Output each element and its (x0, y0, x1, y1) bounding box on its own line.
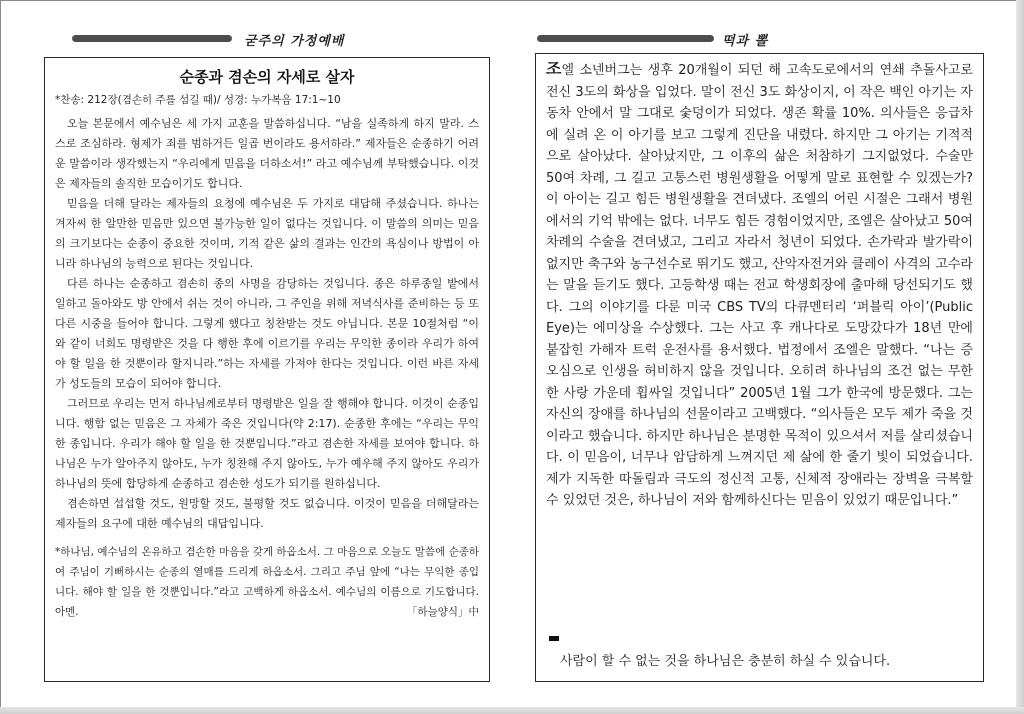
closing-dash (549, 636, 559, 641)
devotion-paragraph: 겸손하면 섭섭할 것도, 원망할 것도, 불평할 것도 없습니다. 이것이 믿음을 더해달라는 제자들의 요구에 대한 예수님의 대답입니다. (55, 497, 479, 530)
page-shadow-right (1016, 0, 1024, 714)
story-box (535, 53, 984, 682)
prayer-text: *하나님, 예수님의 온유하고 겸손한 마음을 갖게 하옵소서. 그 마음으로 오늘도 말씀에 순종하여 주님이 기뻐하시는 순종의 열매를 드리게 하옵소서. 그리고 주님 앞에 “나는 무익한 종입니다. 해야 할 일을 한 것뿐입니다.”라고 고백하게 하옵소서. 예수님의 이름으로 기도합니다. 아멘. (55, 546, 479, 618)
devotion-paragraph: 다른 하나는 순종하고 겸손히 종의 사명을 감당하는 것입니다. 종은 하루종일 밭에서 일하고 돌아와도 방 안에서 쉬는 것이 아니라, 그 주인을 위해 저녁식사를 준비하는 등 또 다른 시중을 들어야 합니다. 그렇게 했다고 칭찬받는 것도 아닙니다. 본문 10절처럼 “이와 같이 너희도 명령받은 것을 다 행한 후에 이르기를 우리는 무익한 종이라 우리가 하여야 할 일을 한 것뿐이라 할지니라.”하는 자세를 가져야 한다는 것입니다. 이런 바른 자세가 성도들의 모습이 되어야 합니다. (55, 277, 479, 390)
left-header-bar (72, 35, 232, 42)
devotion-paragraph: 믿음을 더해 달라는 제자들의 요청에 예수님은 두 가지로 대답해 주셨습니다. 하나는 겨자씨 한 알만한 믿음만 있으면 불가능한 일이 없다는 것입니다. 이 말씀의 의미는 믿음의 크기보다는 순종이 중요한 것이며, 기적 같은 삶의 결과는 인간의 욕심이나 방법이 아니라 하나님의 능력으로 된다는 것입니다. (55, 197, 479, 270)
right-header-bar (537, 35, 714, 42)
devotion-box (44, 57, 490, 682)
story-body (546, 58, 973, 512)
source-signature: 「하늘양식」中 (401, 602, 479, 622)
page-shadow-bottom (0, 707, 1024, 714)
devotion-paragraph: 그러므로 우리는 먼저 하나님께로부터 명령받은 일을 잘 행해야 합니다. 이것이 순종입니다. 행함 없는 믿음은 그 자체가 죽은 것입니다(약 2:17). 순종한 후에는 “우리는 무익한 종입니다. 우리가 해야 할 일을 한 것뿐입니다.”라고 겸손한 자세를 보여야 합니다. 하나님은 누가 알아주지 않아도, 누가 칭찬해 주지 않아도, 누가 예우해 주지 않아도 우리가 하나님의 뜻에 합당하게 순종하고 겸손한 성도가 되기를 원하십니다. (55, 397, 479, 490)
closing-line: 사람이 할 수 없는 것을 하나님은 충분히 하실 수 있습니다. (560, 654, 891, 669)
right-header-title: 떡과 뽈 (722, 34, 769, 49)
devotion-meta: *찬송: 212장(겸손히 주를 섬길 때)/ 성경: 누가복음 17:1~10 (55, 94, 341, 106)
left-header-title: 굳주의 가정예배 (244, 34, 345, 49)
story-drop-char: 조 (546, 59, 562, 78)
prayer-block (55, 542, 479, 622)
story-text: 엘 소넨버그는 생후 20개월이 되던 해 고속도로에서의 연쇄 추돌사고로 전신 3도의 화상을 입었다. 말이 전신 3도 화상이지, 이 작은 백인 아기는 자동차 안에서 말 그대로 숯덩이가 되었다. 생존 확률 10%. 의사들은 응급차에 실려 온 이 아기를 보고 그렇게 진단을 내렸다. 하지만 그 아기는 기적적으로 살아났다. 살아났지만, 그 이후의 삶은 처참하기 그지없었다. 수술만 50여 차례, 그 길고 고통스런 병원생활을 어떻게 말로 표현할 수 있겠는가? 이 아이는 길고 힘든 병원생활을 견뎌냈다. 조엘의 어린 시절은 그래서 병원에서의 기억 밖에는 없다. 너무도 힘든 경험이었지만, 조엘은 살아났고 50여 차례의 수술을 견뎌냈고, 그리고 자라서 청년이 되었다. 손가락과 발가락이 없지만 축구와 농구선수로 뛰기도 했고, 산악자전거와 클레이 사격의 고수라는 말을 듣기도 했다. 고등학생 때는 전교 학생회장에 출마해 당선되기도 했다. 그의 이야기를 다룬 미국 CBS TV의 다큐멘터리 ‘퍼블릭 아이’(Public Eye)는 에미상을 수상했다. 그는 사고 후 캐나다로 도망갔다가 18년 만에 붙잡힌 가해자 트럭 운전사를 용서했다. 법정에서 조엘은 말했다. “나는 증오심으로 인생을 허비하지 않을 것입니다. 오히려 하나님의 조건 없는 무한한 사랑 가운데 휩싸일 것입니다” 2005년 1월 그가 한국에 방문했다. 그는 자신의 장애를 하나님의 선물이라고 고백했다. “의사들은 모두 제가 죽을 것이라고 했습니다. 하지만 하나님은 분명한 목적이 있으셔서 저를 살리셨습니다. 이 믿음이, 너무나 암담하게 느껴지던 제 삶에 한 줄기 빛이 되었습니다. 제가 지독한 따돌림과 극도의 정신적 고통, 신체적 장애라는 장벽을 극복할 수 있었던 것은, 하나님이 저와 함께하신다는 믿음이 있었기 때문입니다.” (546, 63, 973, 508)
devotion-title: 순종과 겸손의 자세로 살자 (179, 68, 355, 86)
devotion-paragraph: 오늘 본문에서 예수님은 세 가지 교훈을 말씀하십니다. “남을 실족하게 하지 말라. 스스로 조심하라. 형제가 죄를 범하거든 일곱 번이라도 용서하라.” 제자들은 순종하기 어려운 말씀이라 생각했는지 “우리에게 믿음을 더하소서!” 라고 예수님께 부탁했습니다. 이것은 제자들의 솔직한 모습이기도 합니다. (55, 117, 479, 190)
